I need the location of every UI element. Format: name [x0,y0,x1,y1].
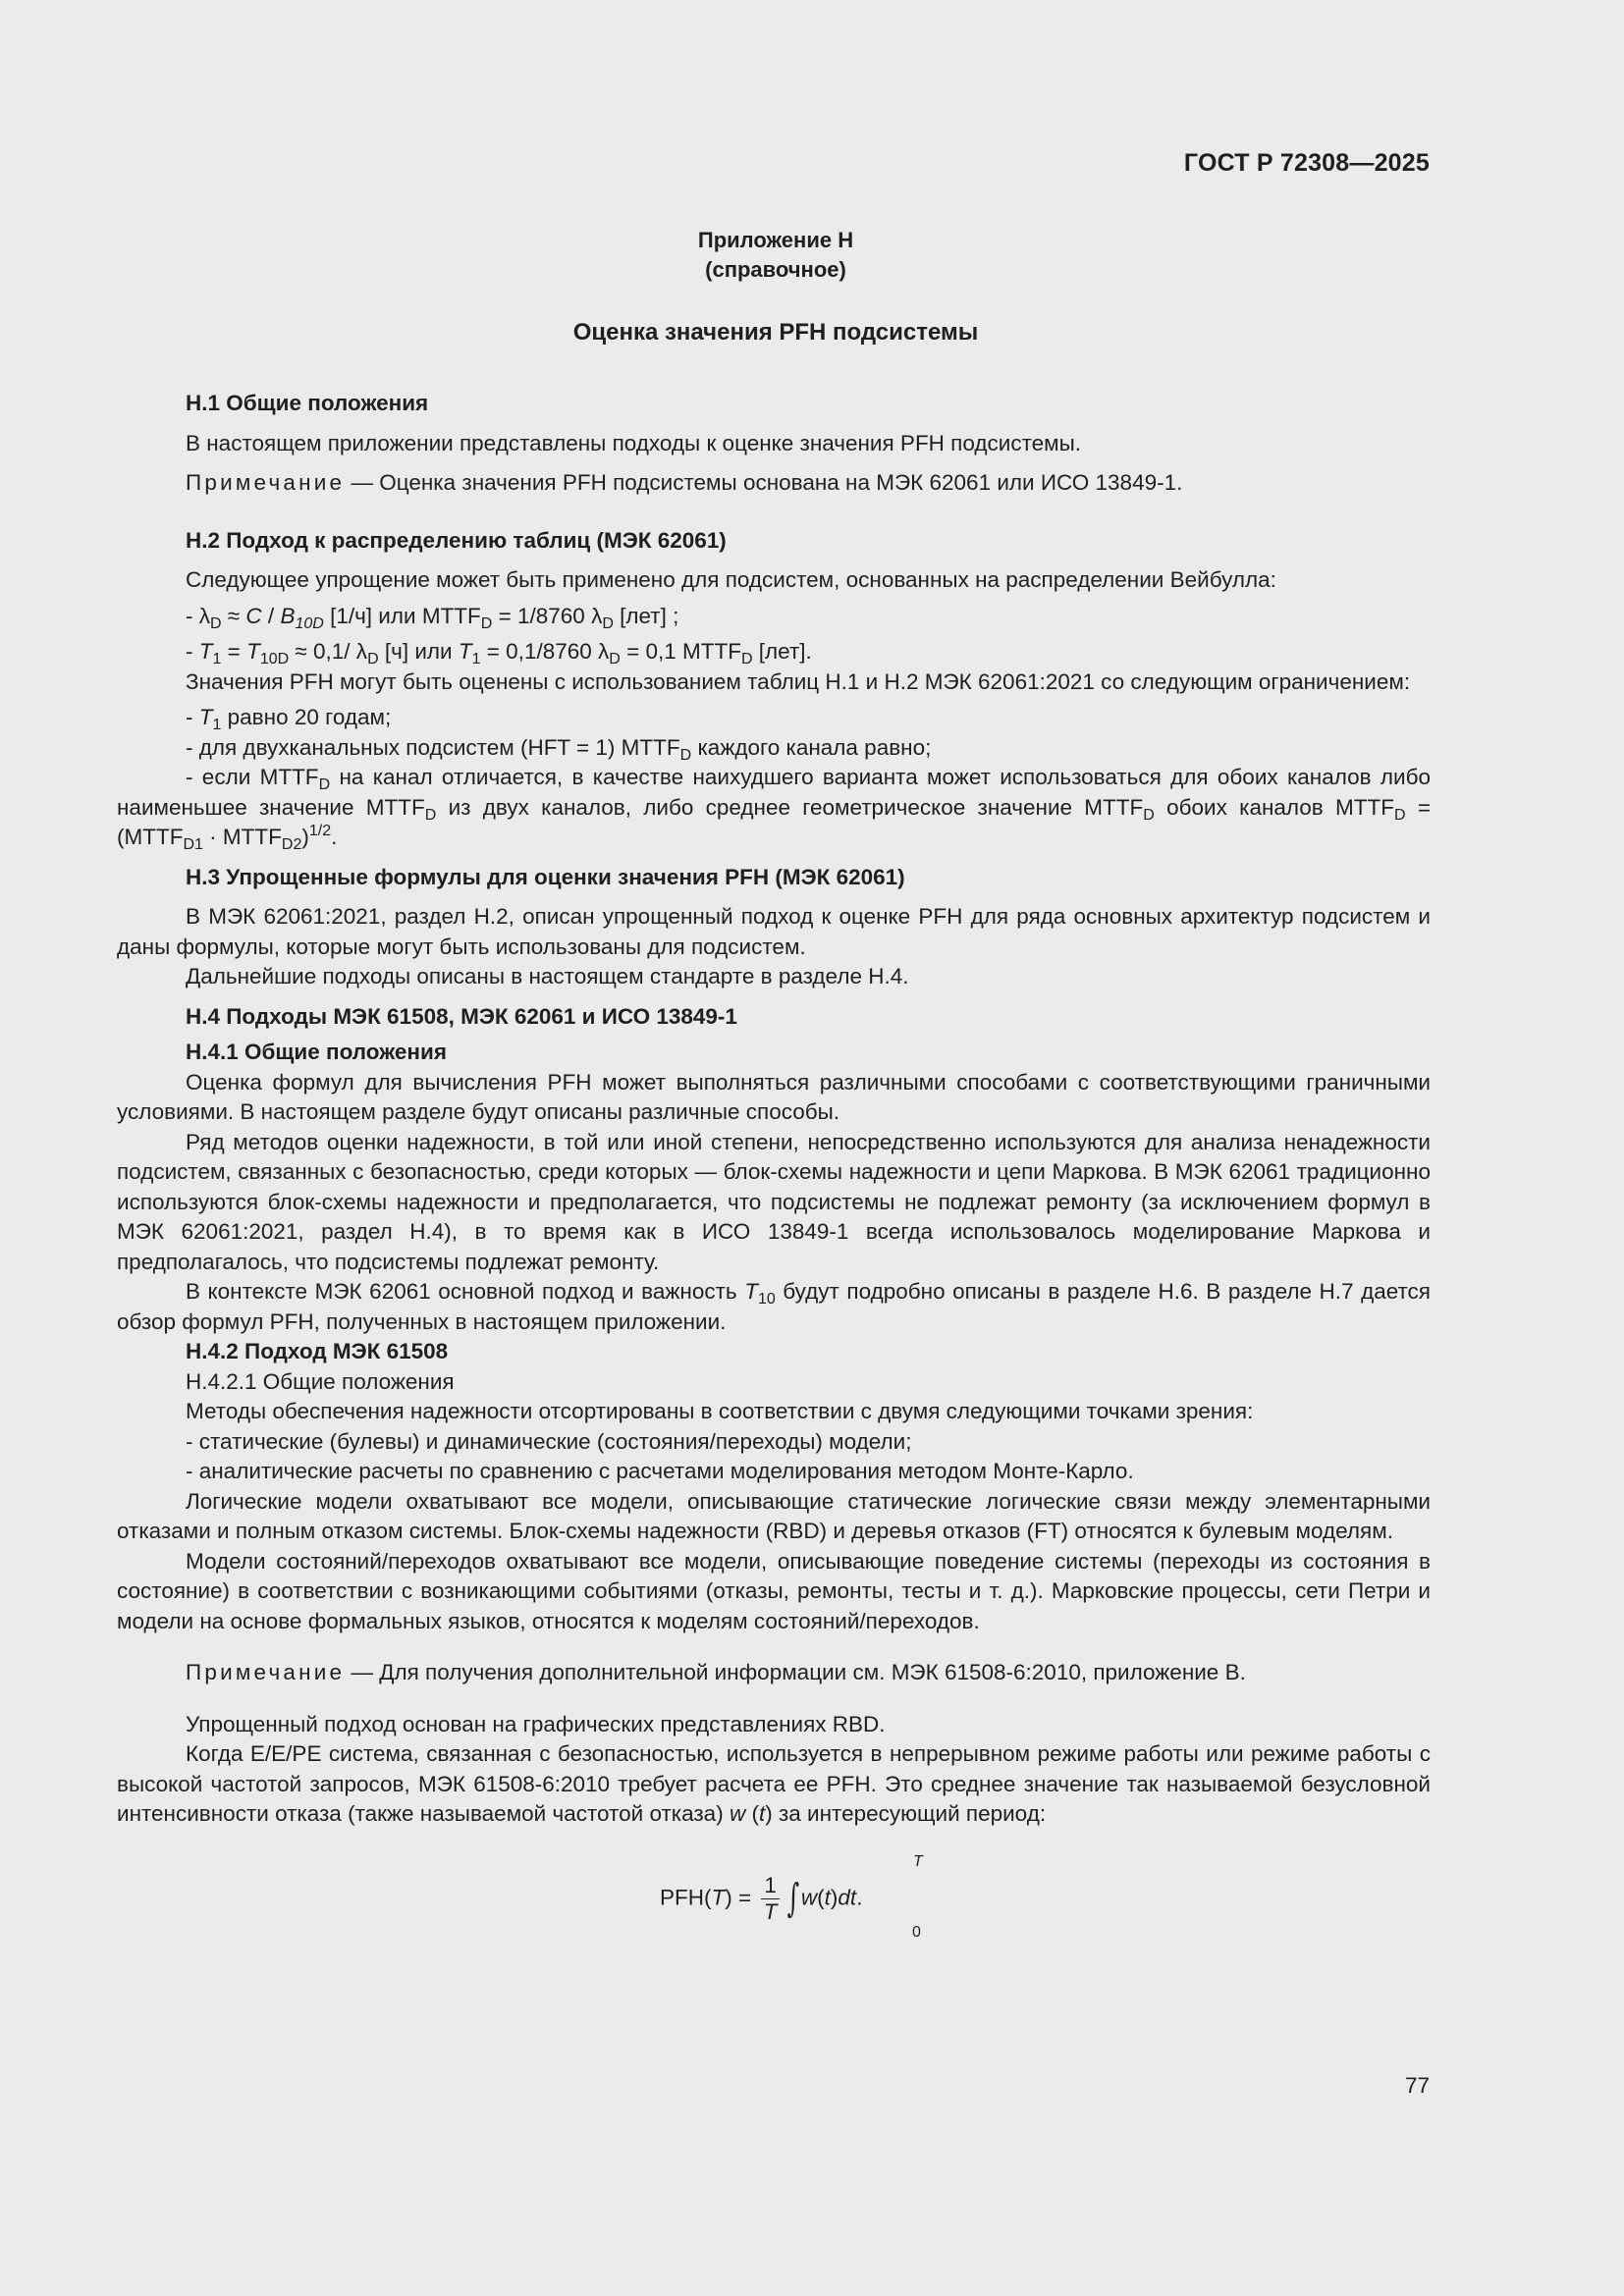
document-body [117,389,1432,1941]
paragraph: В настоящем приложении представлены подходы к оценке значения PFH подсистемы. [186,430,1082,455]
list-item: - если $MTTF_D$ на канал отличается, в качестве наихудшего варианта может использоваться для обоих каналов либо наименьшее значение $MTTF_D$ из двух каналов, либо среднее геометрическое значение $MTTF_D$ обоих каналов $MTTF_D$ = ($MTTF_{D1}$ · $MTTF_{D2})^{1/2}$. [117,765,1432,853]
appendix-kind: (справочное) [705,257,846,282]
appendix-label: Приложение Н [697,228,854,252]
formula-line-1: - $\lambda_D \approx C / B_{10D}$ [1/ч] или $MTTF_D = 1/8760$ $\lambda_D$ [лет] ; [186,603,679,632]
note [117,1658,1431,1688]
paragraph: Методы обеспечения надежности отсортированы в соответствии с двумя следующими точками зрения: [186,1399,1254,1423]
integral-lower-limit: 0 [912,1923,921,1941]
paragraph: Логические модели охватывают все модели, описывающие статические логические связи между элементарными отказами и полным отказом системы. Блок-схемы надежности (RBD) и деревья отказов (FT) относятся к булевым моделям. [117,1488,1431,1543]
fraction-1-over-t: $\frac{1}{T}$ [761,1873,780,1925]
formula-expression: PFH(T) = $\frac{1}{T}$ ∫w(t)dt. [660,1872,863,1924]
paragraph: Оценка формул для вычисления PFH может выполняться различными способами с соответствующими граничными условиями. В настоящем разделе будут описаны различные способы. [117,1069,1431,1124]
paragraph: В МЭК 62061:2021, раздел Н.2, описан упрощенный подход к оценке PFH для ряда основных архитектур подсистем и даны формулы, которые могут быть использованы для подсистем. [117,904,1431,959]
pfh-formula [117,1847,1431,1941]
paragraph: Упрощенный подход основан на графических представлениях RBD. [186,1711,886,1736]
section-heading-h3: Н.3 Упрощенные формулы для оценки значения PFH (МЭК 62061) [186,864,905,889]
note-label: Примечание [186,470,346,495]
note-text: — Для получения дополнительной информации см. МЭК 61508-6:2010, приложение В. [345,1660,1246,1684]
section-heading-h4: Н.4 Подходы МЭК 61508, МЭК 62061 и ИСО 13849-1 [186,1003,737,1029]
paragraph: Ряд методов оценки надежности, в той или иной степени, непосредственно используются для анализа ненадежности подсистем, связанных с безопасностью, среди которых — блок-схемы надежности и цепи Маркова. В МЭК 62061 традиционно используются блок-схемы надежности и предполагается, что подсистемы не подлежат ремонту (за исключением формул в МЭК 62061:2021, раздел Н.4), в то время как в ИСО 13849-1 всегда использовалось моделирование Маркова и предполагалось, что подсистемы подлежат ремонту. [117,1129,1431,1274]
integral-sign: ∫ [786,1875,800,1921]
subsection-heading-h41: Н.4.1 Общие положения [186,1040,447,1064]
appendix-title: Оценка значения PFH подсистемы [572,319,979,346]
paragraph-t10: В контексте МЭК 62061 основной подход и важность $T_{10}$ будут подробно описаны в разделе Н.6. В разделе Н.7 дается обзор формул PFH, полученных в настоящем приложении. [117,1279,1431,1334]
paragraph-pfh-definition: Когда Е/Е/РЕ система, связанная с безопасностью, используется в непрерывном режиме работы или режиме работы с высокой частотой запросов, МЭК 61508-6:2010 требует расчета ее PFH. Это среднее значение так называемой безусловной интенсивности отказа (также называемой частотой отказа) w (t) за интересующий период: [117,1741,1431,1826]
standard-code: ГОСТ Р 72308—2025 [1183,149,1430,177]
section-heading-h1: Н.1 Общие положения [186,391,429,415]
paragraph: Значения PFH могут быть оценены с использованием таблиц Н.1 и Н.2 МЭК 62061:2021 со следующим ограничением: [186,668,1411,694]
page-number: 77 [1404,2073,1430,2098]
list-item: - статические (булевы) и динамические (состояния/переходы) модели; [186,1428,912,1454]
note-label: Примечание [186,1660,346,1684]
paragraph: Дальнейшие подходы описаны в настоящем стандарте в разделе Н.4. [186,964,909,988]
note [117,468,1431,499]
paragraph: Следующее упрощение может быть применено для подсистем, основанных на распределении Вейбулла: [186,567,1276,592]
section-heading-h2: Н.2 Подход к распределению таблиц (МЭК 62061) [186,527,727,553]
list-item: - для двухканальных подсистем (HFT = 1) $MTTF_D$ каждого канала равно; [186,734,932,764]
note-text: — Оценка значения PFH подсистемы основана на МЭК 62061 или ИСО 13849-1. [345,470,1183,495]
list-item: - $T_1$ равно 20 годам; [186,705,392,733]
list-item: - аналитические расчеты по сравнению с расчетами моделирования методом Монте-Карло. [186,1459,1134,1483]
subsection-heading-h421: Н.4.2.1 Общие положения [186,1368,455,1394]
subsection-heading-h42: Н.4.2 Подход МЭК 61508 [186,1339,449,1363]
integral-upper-limit: T [913,1852,923,1870]
paragraph: Модели состояний/переходов охватывают все модели, описывающие поведение системы (переходы из состояния в состояние) в соответствии с возникающими событиями (отказы, ремонты, тесты и т. д.). Марковские процессы, сети Петри и модели на основе формальных языков, относятся к моделям состояний/переходов. [117,1548,1431,1633]
formula-line-2: - $T_1 = T_{10D} \approx 0,1/$ $\lambda_D$ [ч] или $T_1 = 0,1/8760$ $\lambda_D = 0,1$ $MTTF_D$ [лет]. [186,639,812,667]
